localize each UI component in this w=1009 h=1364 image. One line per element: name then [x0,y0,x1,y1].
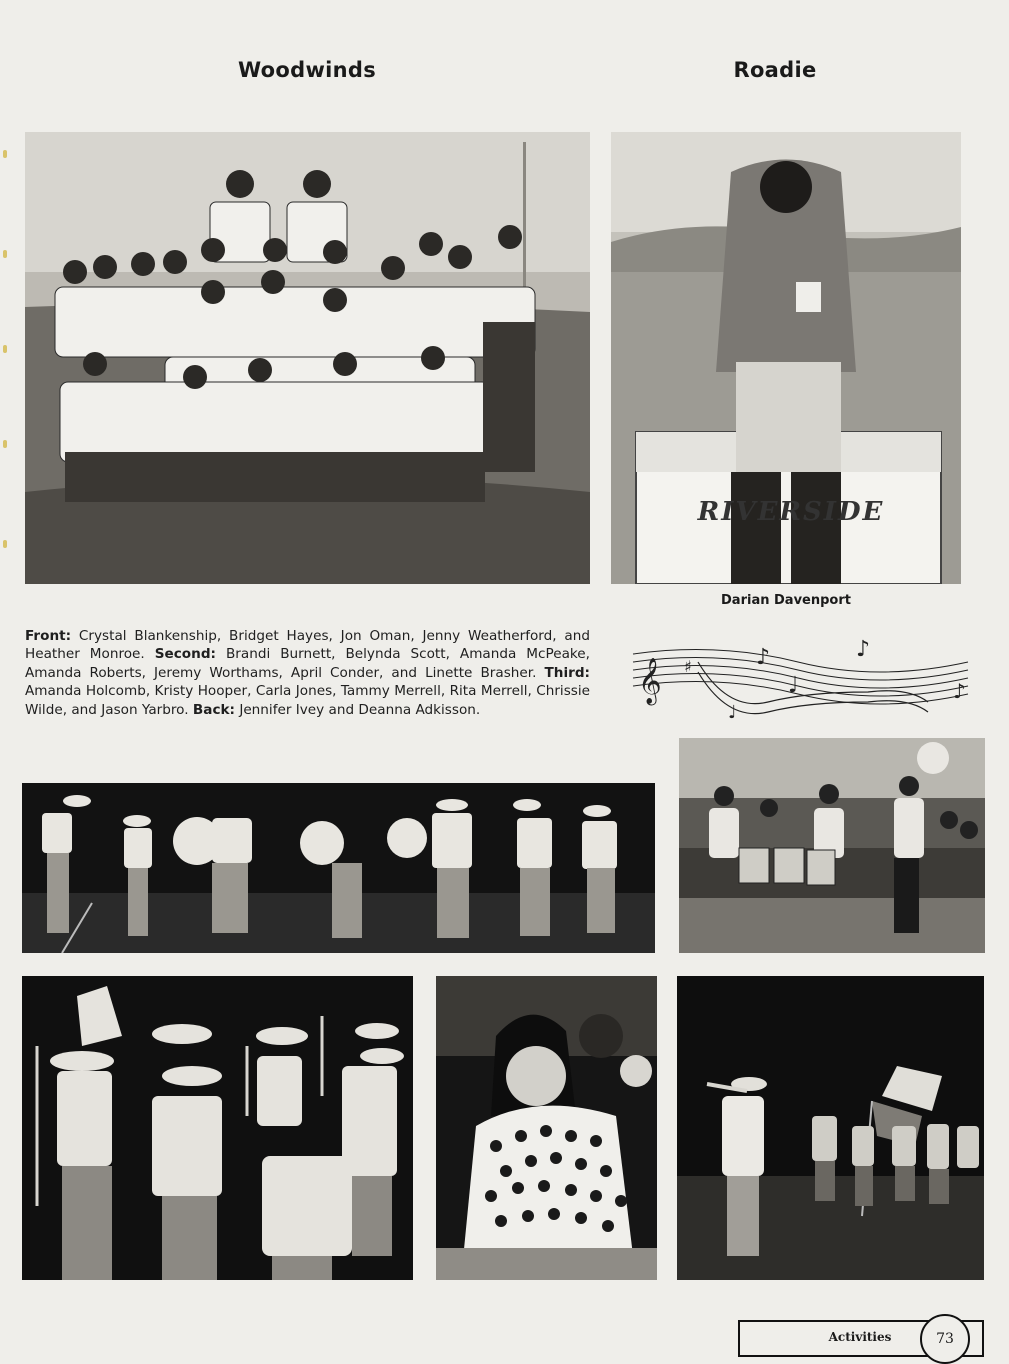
marching-field-show-photo [22,783,655,953]
svg-text:♪: ♪ [856,637,871,662]
percussion-gym-photo [679,738,985,953]
svg-text:𝄞: 𝄞 [638,658,662,704]
podium-sign-text: RIVERSIDE [697,497,885,527]
caption-label-back: Back: [192,701,235,718]
binder-mark [3,440,7,448]
woodwinds-caption [25,627,590,719]
roadie-portrait-photo [611,132,961,584]
caption-label-third: Third: [544,664,590,681]
roadie-heading: Roadie [733,58,817,82]
binder-mark [3,540,7,548]
svg-text:♩: ♩ [788,673,799,698]
caption-names-second: Brandi Burnett, Belynda Scott, Amanda McPeake, Amanda Roberts, Jeremy Worthams, April Conder, and Linette Brasher. [25,646,590,681]
trumpet-flag-photo [677,976,984,1280]
page-number: 73 [920,1314,970,1364]
binder-mark [3,150,7,158]
caption-label-front: Front: [25,628,72,644]
music-staff-decoration [628,632,974,722]
caption-names-third: Amanda Holcomb, Kristy Hooper, Carla Jones, Tammy Merrell, Rita Merrell, Chrissie Wilde, and Jason Yarbro. [25,683,590,718]
caption-names-back: Jennifer Ivey and Deanna Adkisson. [239,701,481,718]
svg-text:♪: ♪ [953,679,966,703]
woodwinds-heading: Woodwinds [237,58,377,82]
binder-mark [3,345,7,353]
binder-mark [3,250,7,258]
woodwinds-group-photo [25,132,590,584]
footer-section-label: Activities [828,1330,892,1344]
caption-names-front: Crystal Blankenship, Bridget Hayes, Jon Oman, Jenny Weatherford, and Heather Monroe. [25,628,590,663]
svg-text:♩: ♩ [728,702,737,722]
caption-label-second: Second: [154,646,216,663]
cowboy-hat-band-photo [22,976,413,1280]
polka-dot-player-photo [436,976,657,1280]
roadie-name-caption: Darian Davenport [721,593,851,608]
svg-text:♯: ♯ [684,657,692,676]
svg-text:♪: ♪ [756,645,771,670]
